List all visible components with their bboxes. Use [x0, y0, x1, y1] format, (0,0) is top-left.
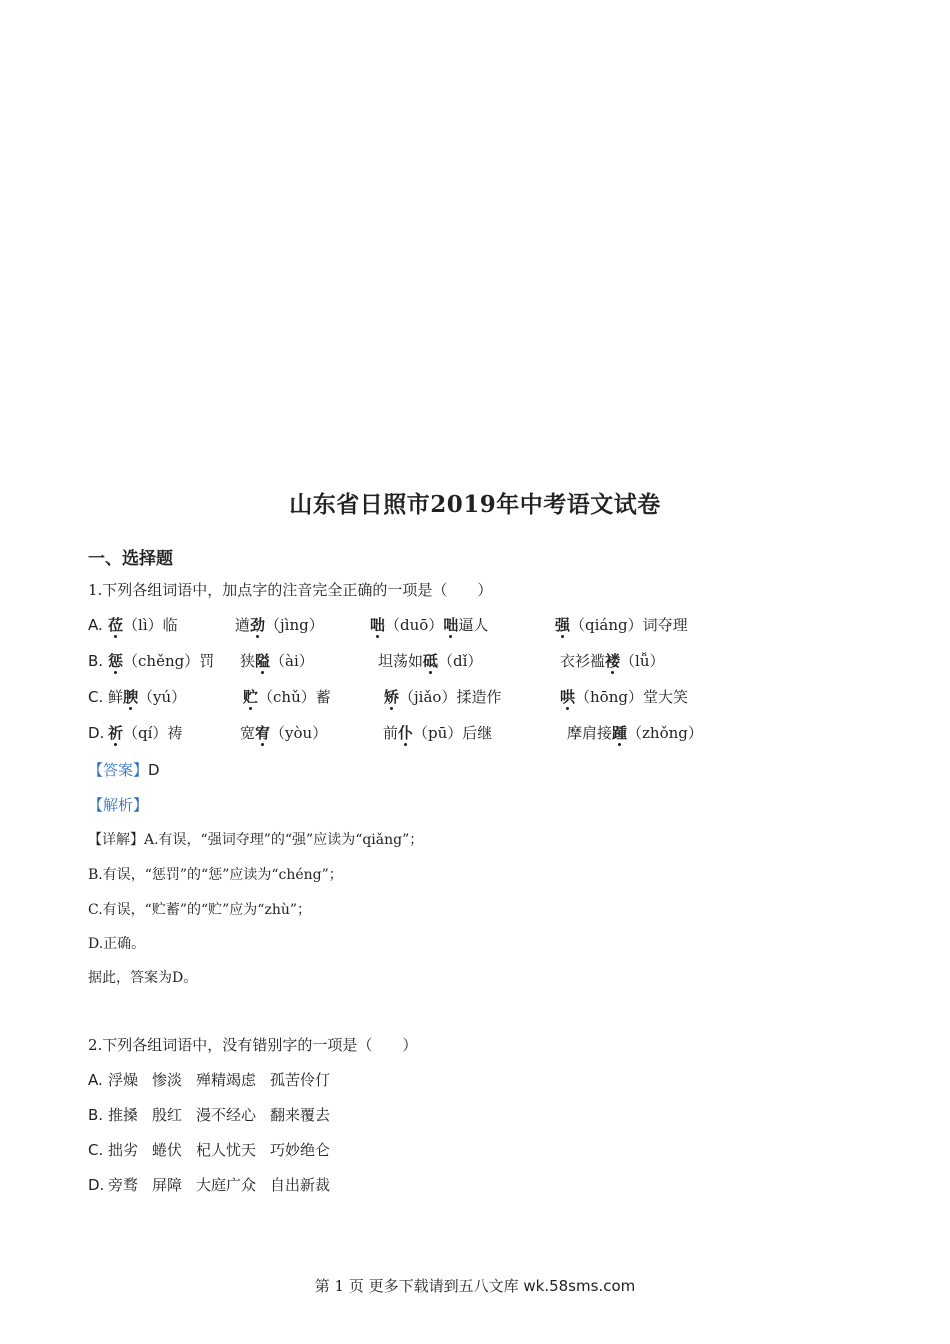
option-word: 自出新裁: [270, 1176, 331, 1194]
answer-line: [88, 760, 160, 780]
option-word: 杞人忧天: [196, 1141, 257, 1159]
word-text: 狭: [240, 652, 256, 670]
option-word: 巧妙绝仑: [270, 1141, 331, 1159]
option-word: 翻来覆去: [270, 1106, 331, 1124]
option-word: 推搡: [108, 1106, 139, 1124]
word-text: （jiǎo）揉造作: [399, 688, 502, 706]
option-word: [383, 723, 492, 743]
word-text: 遒: [235, 616, 251, 634]
word-text: 前: [383, 724, 399, 742]
option-letter: B.: [88, 1106, 104, 1124]
option-letter: D.: [88, 1176, 105, 1194]
dotted-char: 莅: [108, 616, 124, 634]
detail-line-2: B.有误，“惩罚”的“惩”应读为“chéng”；: [88, 867, 343, 883]
word-text: （dǐ）: [438, 652, 483, 670]
option-letter: B.: [88, 652, 104, 670]
option-word: [555, 615, 688, 635]
dotted-char: 仆: [398, 724, 414, 742]
word-text: 宽: [240, 724, 256, 742]
option-word: 拙劣: [108, 1141, 139, 1159]
dotted-char: 褛: [605, 652, 621, 670]
dotted-char: 砥: [423, 652, 439, 670]
page-title: 山东省日照市2019年中考语文试卷: [289, 491, 661, 518]
dotted-char: 咄: [443, 616, 459, 634]
option-word: 旁骛: [108, 1176, 139, 1194]
option-word: 屏障: [152, 1176, 183, 1194]
option-word: 惨淡: [152, 1071, 183, 1089]
dotted-char: 踵: [612, 724, 628, 742]
word-text: 逼人: [458, 616, 489, 634]
option-word: 漫不经心: [196, 1106, 257, 1124]
question-1-stem: 1.下列各组词语中，加点字的注音完全正确的一项是（ ）: [88, 581, 493, 599]
word-text: （lǚ）: [620, 652, 665, 670]
page-footer: [0, 1275, 950, 1296]
word-text: 坦荡如: [378, 652, 424, 670]
option-row: [88, 1140, 344, 1160]
option-row: [88, 1175, 344, 1195]
option-word: 孤苦伶仃: [270, 1071, 331, 1089]
footer-text: 第 1 页 更多下载请到五八文库: [314, 1277, 524, 1295]
option-word: 殚精竭虑: [196, 1071, 257, 1089]
dotted-char: 矫: [384, 688, 400, 706]
option-letter: A.: [88, 1071, 103, 1089]
option-word: [560, 651, 665, 671]
answer-label: 【答案】: [88, 761, 149, 779]
word-text: 鲜: [108, 688, 124, 706]
word-text: （hōng）堂大笑: [575, 688, 688, 706]
word-text: （lì）临: [123, 616, 178, 634]
option-word: [378, 651, 482, 671]
option-word: [108, 615, 178, 635]
dotted-char: 哄: [560, 688, 576, 706]
dotted-char: 惩: [108, 652, 124, 670]
word-text: 摩肩接: [567, 724, 613, 742]
word-text: （ài）: [270, 652, 314, 670]
dotted-char: 贮: [243, 688, 259, 706]
detail-line-3: C.有误，“贮蓄”的“贮”应为“zhù”；: [88, 902, 312, 918]
option-word: [560, 687, 688, 707]
option-word: 殷红: [152, 1106, 183, 1124]
option-word: [108, 723, 182, 743]
word-text: 衣衫褴: [560, 652, 606, 670]
option-word: [240, 651, 314, 671]
dotted-char: 宥: [255, 724, 271, 742]
dotted-char: 腴: [123, 688, 139, 706]
detail-line-5: 据此，答案为D。: [88, 970, 198, 986]
question-2-stem: 2.下列各组词语中，没有错别字的一项是（ ）: [88, 1036, 418, 1054]
option-row: [88, 1070, 344, 1090]
detail-text: A.有误，“强词夺理”的“强”应读为“qiǎng”；: [144, 832, 424, 848]
footer-url[interactable]: wk.58sms.com: [523, 1277, 636, 1295]
word-text: （pū）后继: [413, 724, 493, 742]
option-word: 蜷伏: [152, 1141, 183, 1159]
option-word: 大庭广众: [196, 1176, 257, 1194]
option-word: [567, 723, 703, 743]
option-word: [384, 687, 501, 707]
word-text: （zhǒng）: [627, 724, 703, 742]
analysis-label: 【解析】: [88, 796, 149, 814]
dotted-char: 祈: [108, 724, 124, 742]
section-heading: 一、选择题: [88, 549, 173, 569]
option-word: [240, 723, 327, 743]
option-letter: C.: [88, 688, 104, 706]
word-text: （qiáng）词夺理: [570, 616, 688, 634]
word-text: （chěng）罚: [123, 652, 215, 670]
option-word: [235, 615, 324, 635]
word-text: （yú）: [138, 688, 187, 706]
dotted-char: 隘: [255, 652, 271, 670]
option-letter: C.: [88, 1141, 104, 1159]
dotted-char: 劲: [250, 616, 266, 634]
detail-label: 【详解】: [88, 832, 144, 848]
word-text: （yòu）: [270, 724, 328, 742]
word-text: （jìng）: [265, 616, 324, 634]
word-text: （chǔ）蓄: [258, 688, 331, 706]
option-word: [243, 687, 331, 707]
option-letter: A.: [88, 616, 103, 634]
answer-value: D: [148, 761, 160, 779]
option-word: [370, 615, 488, 635]
option-letter: D.: [88, 724, 105, 742]
word-text: （qí）祷: [123, 724, 183, 742]
option-row: [88, 1105, 344, 1125]
option-word: [108, 651, 214, 671]
detail-line-1: [88, 830, 423, 850]
option-word: 浮燥: [108, 1071, 139, 1089]
dotted-char: 咄: [370, 616, 386, 634]
dotted-char: 强: [555, 616, 571, 634]
word-text: （duō）: [385, 616, 444, 634]
option-word: [108, 687, 186, 707]
detail-line-4: D.正确。: [88, 936, 146, 952]
